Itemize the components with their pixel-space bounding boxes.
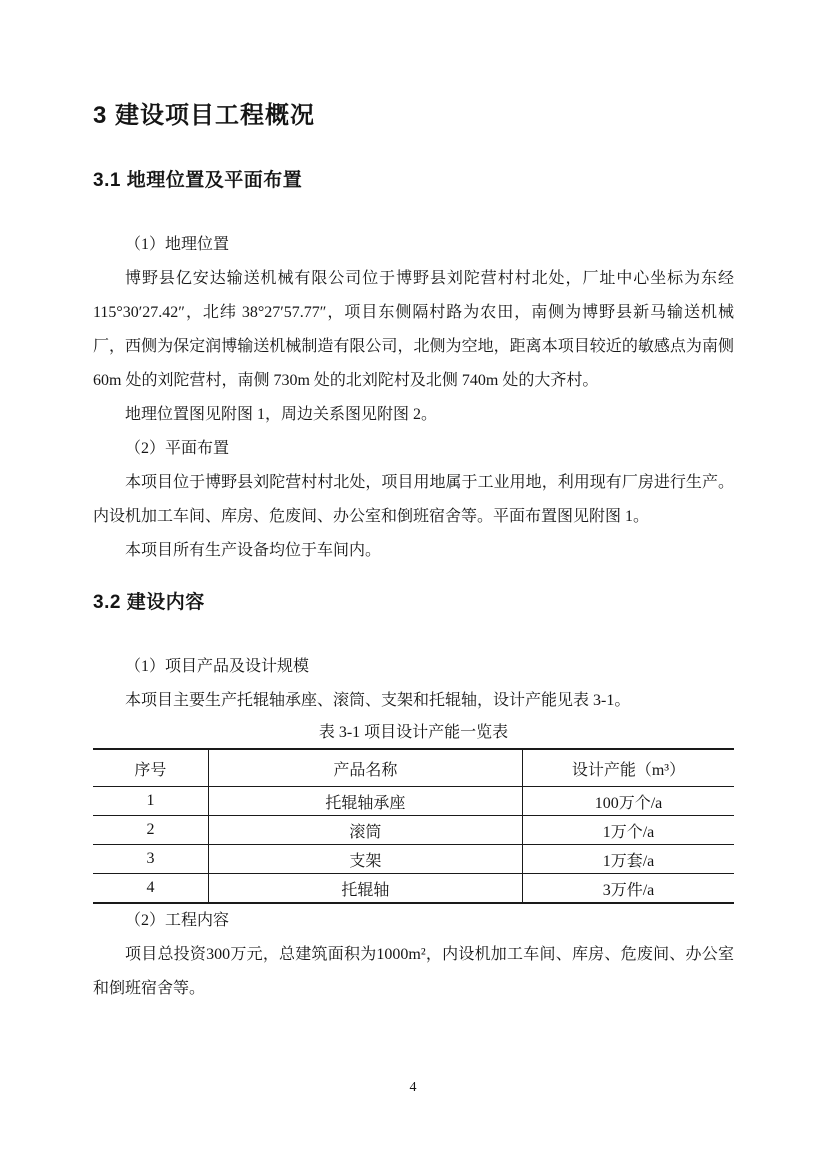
table-header-row bbox=[93, 749, 734, 787]
cell-index: 3 bbox=[93, 845, 208, 874]
cell-index: 2 bbox=[93, 816, 208, 845]
cell-index: 1 bbox=[93, 787, 208, 816]
cell-product: 托辊轴承座 bbox=[208, 787, 522, 816]
section-heading-3-2: 3.2 建设内容 bbox=[93, 592, 205, 613]
paragraph: 地理位置图见附图 1，周边关系图见附图 2。 bbox=[125, 406, 438, 423]
paragraph: 博野县亿安达输送机械有限公司位于博野县刘陀营村村北处，厂址中心坐标为东经115°30′27.42″，北纬 38°27′57.77″，项目东侧隔村路为农田，南侧为博野县新马输送机械厂，西侧为保定润博输送机械制造有限公司，北侧为空地，距离本项目较近的敏感点为南侧 60m 处的刘陀营村，南侧 730m 处的北刘陀村及北侧 740m 处的大齐村。 bbox=[93, 270, 734, 389]
section-heading-3-1: 3.1 地理位置及平面布置 bbox=[93, 170, 303, 191]
paragraph: （1）地理位置 bbox=[125, 236, 230, 253]
paragraph: （2）工程内容 bbox=[125, 912, 230, 929]
table-row bbox=[93, 845, 734, 874]
paragraph: 本项目所有生产设备均位于车间内。 bbox=[125, 542, 382, 559]
chapter-title: 3 建设项目工程概况 bbox=[93, 102, 316, 129]
table-row bbox=[93, 787, 734, 816]
paragraph: 本项目位于博野县刘陀营村村北处，项目用地属于工业用地，利用现有厂房进行生产。内设机加工车间、库房、危废间、办公室和倒班宿舍等。平面布置图见附图 1。 bbox=[93, 474, 734, 525]
table-row bbox=[93, 874, 734, 904]
cell-product: 支架 bbox=[208, 845, 522, 874]
paragraph: 本项目主要生产托辊轴承座、滚筒、支架和托辊轴，设计产能见表 3-1。 bbox=[125, 692, 631, 709]
col-header-index: 序号 bbox=[93, 749, 208, 787]
cell-product: 滚筒 bbox=[208, 816, 522, 845]
table-caption: 表 3-1 项目设计产能一览表 bbox=[318, 724, 509, 741]
paragraph: （1）项目产品及设计规模 bbox=[125, 658, 310, 675]
paragraph: 项目总投资300万元，总建筑面积为1000m²，内设机加工车间、库房、危废间、办公室和倒班宿舍等。 bbox=[93, 946, 734, 997]
cell-capacity: 100万个/a bbox=[522, 787, 734, 816]
col-header-capacity: 设计产能（m³） bbox=[522, 749, 734, 787]
cell-capacity: 1万个/a bbox=[522, 816, 734, 845]
cell-index: 4 bbox=[146, 879, 155, 896]
cell-capacity: 3万件/a bbox=[522, 874, 734, 904]
design-capacity-table bbox=[93, 748, 734, 904]
cell-product: 托辊轴 bbox=[208, 874, 522, 904]
table-row bbox=[93, 816, 734, 845]
page-content bbox=[93, 100, 734, 1006]
page-number: 4 bbox=[409, 1080, 417, 1095]
col-header-product: 产品名称 bbox=[208, 749, 522, 787]
paragraph: （2）平面布置 bbox=[125, 440, 230, 457]
cell-capacity: 1万套/a bbox=[522, 845, 734, 874]
